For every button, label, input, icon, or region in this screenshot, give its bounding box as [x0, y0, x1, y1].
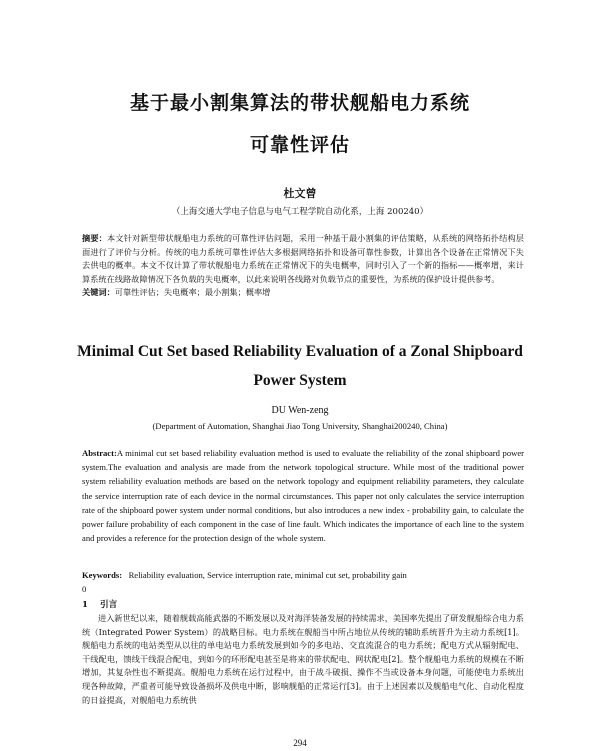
chinese-title-line-1: 基于最小割集算法的带状舰船电力系统 — [129, 92, 470, 114]
page-number: 294 — [293, 738, 307, 748]
english-title-line-2: Power System — [253, 372, 347, 389]
chinese-author: 杜文曾 — [283, 187, 317, 200]
english-keywords-label: Keywords: — [82, 570, 123, 580]
english-abstract-label: Abstract: — [82, 448, 117, 458]
section-1-title: 引言 — [100, 600, 118, 610]
english-keywords-text: Reliability evaluation, Service interruption rate, minimal cut set, probability gain — [128, 570, 407, 580]
stray-zero-label: 0 — [82, 584, 87, 594]
english-keywords — [82, 570, 524, 580]
section-1-body: 进入新世纪以来，随着舰载高能武器的不断发展以及对海洋装备发展的持续需求，美国率先提出了研发舰船综合电力系统（Integrated Power System）的战略目标。电力系统在舰船当中所占地位从传统的辅助系统晋升为主动力系统[1]。舰船电力系统的电站类型从以往的单电站电力系统发展到如今的多电站、交直流混合的电力系统；配电方式从辐射配电、干线配电，馈线干线混合配电，到如今的环形配电甚至是将来的带状配电、网状配电[2]。整个舰船电力系统的规模在不断增加，其复杂性也不断提高。舰船电力系统在运行过程中，由于战斗破损、操作不当或设备本身问题，可能使电力系统出现各种故障，严重者可能导致设备损坏及供电中断，影响舰船的正常运行[3]。由于上述因素以及舰船电气化、自动化程度的日益提高，对舰船电力系统供 — [82, 613, 524, 705]
chinese-abstract-label: 摘要： — [82, 233, 108, 243]
chinese-keywords-text: 可靠性评估；失电概率；最小割集；概率增 — [114, 287, 271, 298]
chinese-abstract-text: 本文针对新型带状舰船电力系统的可靠性评估问题，采用一种基于最小割集的评估策略，从系统的网络拓扑结构层面进行了评价与分析。传统的电力系统可靠性评估大多根据网络拓扑和设备可靠性参数，计算出各个设备在正常情况下失去供电的概率。本文不仅计算了带状舰船电力系统在正常情况下的失电概率，同时引入了一个新的指标——概率增，来计算系统在线路故障情况下各负载的失电概率，以此来说明各线路对负载节点的重要性，为系统的保护设计提供参考。 — [82, 233, 524, 284]
english-affiliation: (Department of Automation, Shanghai Jiao Tong University, Shanghai200240, China) — [152, 421, 448, 431]
section-1-heading — [82, 598, 117, 610]
section-1-number: 1 — [82, 600, 88, 610]
chinese-title-line-2: 可靠性评估 — [249, 134, 350, 156]
chinese-affiliation: （上海交通大学电子信息与电气工程学院自动化系，上海 200240） — [171, 207, 429, 217]
english-author: DU Wen-zeng — [271, 405, 329, 416]
chinese-keywords-label: 关键词： — [82, 287, 115, 298]
chinese-abstract — [82, 232, 524, 300]
english-abstract-text: A minimal cut set based reliability evaluation method is used to evaluate the reliability of the zonal shipboard power system.The evaluation and analysis are made from the network topological structure. While most of the traditional power system reliability evaluation methods are based on the network topology and equipment reliability parameters, they calculate the service interruption rate of each device in the normal circumstances. This paper not only calculates the service interruption rate of the shipboard power system under normal conditions, but also introduces a new index - probability gain, to calculate the power failure probability of each component in the case of line fault. Which indicates the importance of each line to the system and provides a reference for the protection design of the whole system. — [82, 448, 524, 544]
english-abstract — [82, 446, 524, 545]
english-title-line-1: Minimal Cut Set based Reliability Evaluation of a Zonal Shipboard — [77, 343, 523, 360]
